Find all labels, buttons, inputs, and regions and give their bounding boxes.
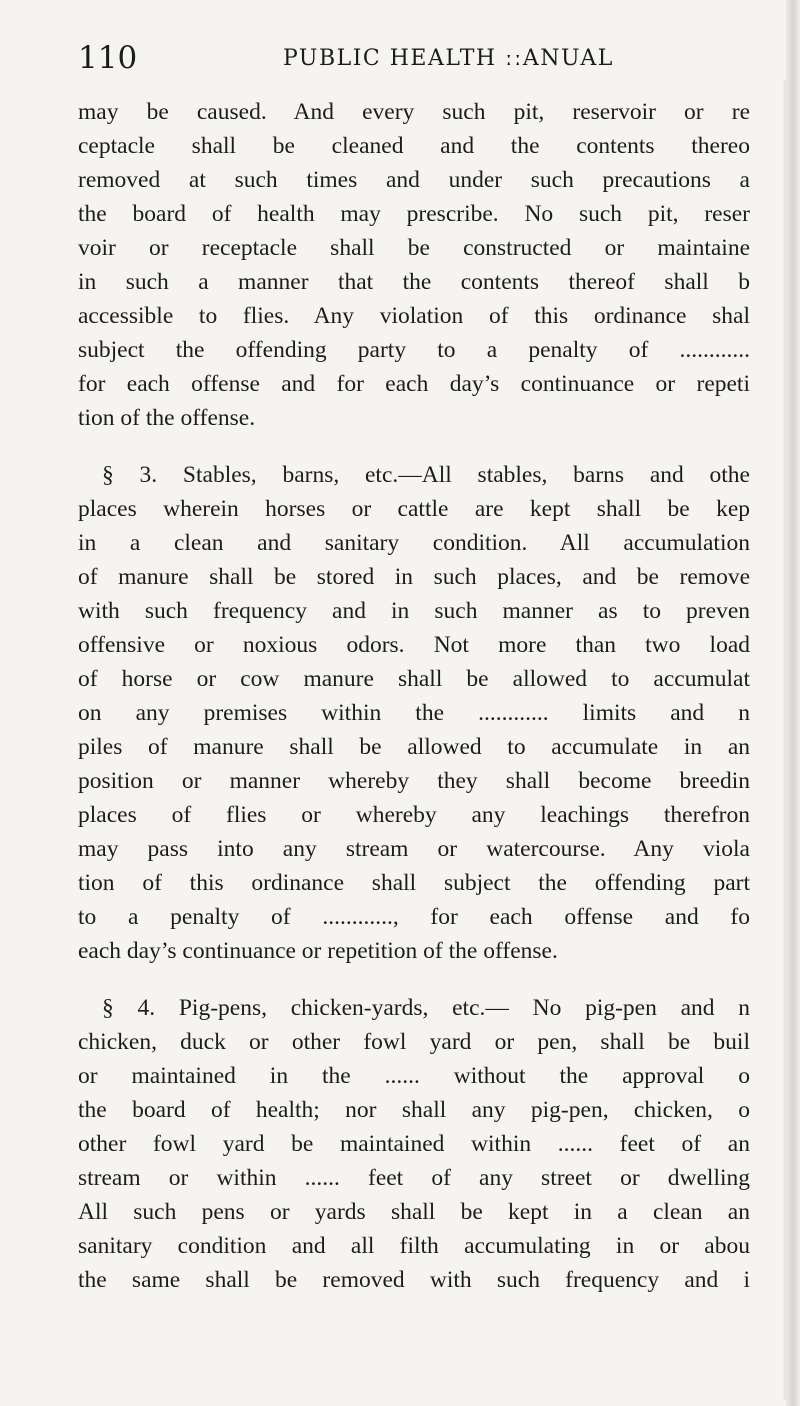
text-line: stream or within ...... feet of any street or dwelling (78, 1165, 750, 1191)
text-line: subject the offending party to a penalty of ............ (78, 337, 750, 363)
text-line: each day’s continuance or repetition of the offense. (78, 938, 558, 964)
page-header (78, 40, 718, 80)
text-line: on any premises within the ............ limits and n (78, 700, 750, 726)
text-line: chicken, duck or other fowl yard or pen, shall be buil (78, 1029, 750, 1055)
text-line: may pass into any stream or watercourse. Any viola (78, 836, 750, 862)
text-line: tion of this ordinance shall subject the offending part (78, 870, 750, 896)
body-text (78, 95, 750, 1297)
text-line: for each offense and for each day’s continuance or repeti (78, 371, 750, 397)
paragraph-section-3-stables (78, 458, 750, 968)
text-line: the board of health; nor shall any pig-pen, chicken, o (78, 1097, 750, 1123)
text-line: in a clean and sanitary condition. All accumulation (78, 530, 750, 556)
page-edge (786, 0, 800, 1406)
section-heading-line: § 4. Pig-pens, chicken-yards, etc.— No pig-pen and n (102, 995, 750, 1021)
paragraph-pit-reservoir (78, 95, 750, 435)
text-line: accessible to flies. Any violation of this ordinance shal (78, 303, 750, 329)
paragraph-section-4-pig-pens (78, 991, 750, 1297)
text-line: piles of manure shall be allowed to accumulate in an (78, 734, 750, 760)
text-line: with such frequency and in such manner as to preven (78, 598, 750, 624)
text-line: tion of the offense. (78, 405, 256, 431)
text-line: places wherein horses or cattle are kept shall be kep (78, 496, 750, 522)
running-head: PUBLIC HEALTH ːːANUAL (283, 46, 614, 71)
text-line: of manure shall be stored in such places, and be remove (78, 564, 750, 590)
text-line: places of flies or whereby any leachings therefron (78, 802, 750, 828)
text-line: the board of health may prescribe. No such pit, reser (78, 201, 750, 227)
text-line: position or manner whereby they shall become breedin (78, 768, 750, 794)
page-number: 110 (78, 40, 138, 76)
text-line: other fowl yard be maintained within ...... feet of an (78, 1131, 750, 1157)
text-line: or maintained in the ...... without the approval o (78, 1063, 750, 1089)
text-line: of horse or cow manure shall be allowed to accumulat (78, 666, 750, 692)
text-line: the same shall be removed with such frequency and i (78, 1267, 750, 1293)
text-line: removed at such times and under such precautions a (78, 167, 750, 193)
text-line: sanitary condition and all filth accumulating in or abou (78, 1233, 750, 1259)
text-line: may be caused. And every such pit, reservoir or re (78, 99, 750, 125)
section-heading-line: § 3. Stables, barns, etc.—All stables, barns and othe (102, 462, 750, 488)
text-line: in such a manner that the contents thereof shall b (78, 269, 750, 295)
text-line: All such pens or yards shall be kept in a clean an (78, 1199, 750, 1225)
text-line: offensive or noxious odors. Not more than two load (78, 632, 750, 658)
text-line: ceptacle shall be cleaned and the contents thereo (78, 133, 750, 159)
text-line: to a penalty of ............, for each offense and fo (78, 904, 750, 930)
text-line: voir or receptacle shall be constructed or maintaine (78, 235, 750, 261)
